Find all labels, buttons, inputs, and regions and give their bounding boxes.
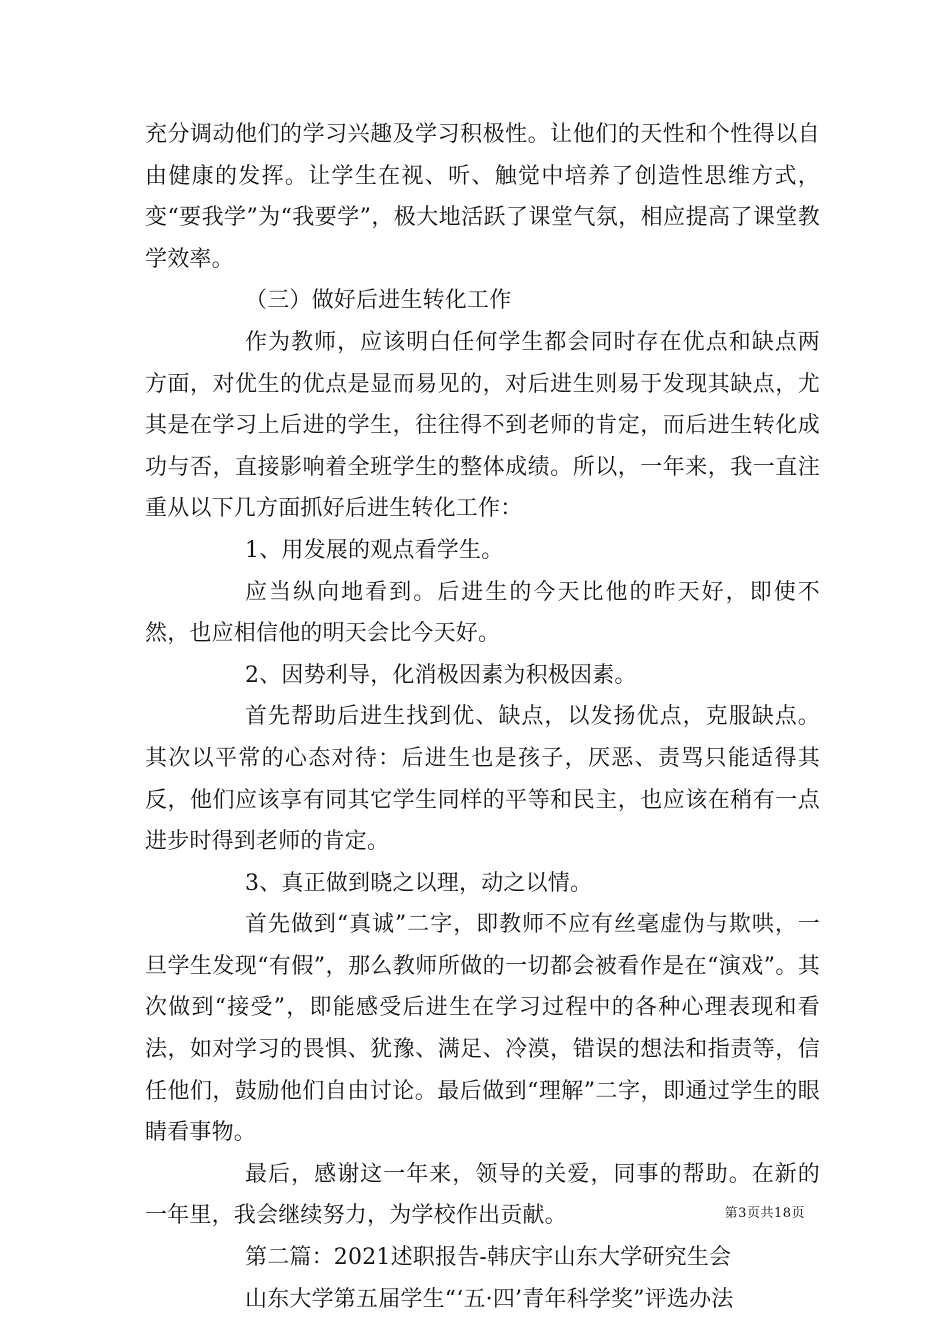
- paragraph-award-title: 山东大学第五届学生“‘五·四’青年科学奖”评选办法: [245, 1286, 734, 1312]
- paragraph-sincerity-acceptance: 首先做到“真诚”二字，即教师不应有丝毫虚伪与欺哄，一旦学生发现“有假”，那么教师所做的一切都会被看作是在“演戏”。其次做到“接受”，即能感受后进生在学习过程中的各种心理表现和看法，如对学习的畏惧、犹豫、满足、冷漠，错误的想法和指责等，信任他们，鼓励他们自由讨论。最后做到“理解”二字，即通过学生的眼睛看事物。: [145, 912, 820, 1146]
- document-body: [145, 114, 820, 1320]
- paragraph-closing-thanks: 最后，感谢这一年来，领导的关爱，同事的帮助。在新的一年里，我会继续努力，为学校作出贡献。: [145, 1161, 820, 1229]
- page-number-footer: 第3页共18页: [724, 1206, 805, 1221]
- paragraph-intro-continued: 充分调动他们的学习兴趣及学习积极性。让他们的天性和个性得以自由健康的发挥。让学生在视、听、触觉中培养了创造性思维方式，变“要我学”为“我要学”，极大地活跃了课堂气氛，相应提高了课堂教学效率。: [145, 122, 820, 272]
- list-item-heading-1: 1、用发展的观点看学生。: [245, 537, 504, 563]
- paragraph-teacher-perspective: 作为教师，应该明白任何学生都会同时存在优点和缺点两方面，对优生的优点是显而易见的，对后进生则易于发现其缺点，尤其是在学习上后进的学生，往往得不到老师的肯定，而后进生转化成功与否，直接影响着全班学生的整体成绩。所以，一年来，我一直注重从以下几方面抓好后进生转化工作：: [145, 329, 820, 522]
- chapter-title-second: 第二篇：2021述职报告-韩庆宇山东大学研究生会: [245, 1245, 732, 1271]
- paragraph-longitudinal-view: 应当纵向地看到。后进生的今天比他的昨天好，即使不然，也应相信他的明天会比今天好。: [145, 579, 820, 647]
- list-item-heading-2: 2、因势利导，化消极因素为积极因素。: [245, 662, 637, 688]
- list-item-heading-3: 3、真正做到晓之以理，动之以情。: [245, 870, 593, 896]
- section-heading-underachiever-transformation: （三）做好后进生转化工作: [245, 288, 512, 314]
- paragraph-strengths-weaknesses: 首先帮助后进生找到优、缺点，以发扬优点，克服缺点。其次以平常的心态对待：后进生也是孩子，厌恶、责骂只能适得其反，他们应该享有同其它学生同样的平等和民主，也应该在稍有一点进步时得到老师的肯定。: [145, 704, 820, 855]
